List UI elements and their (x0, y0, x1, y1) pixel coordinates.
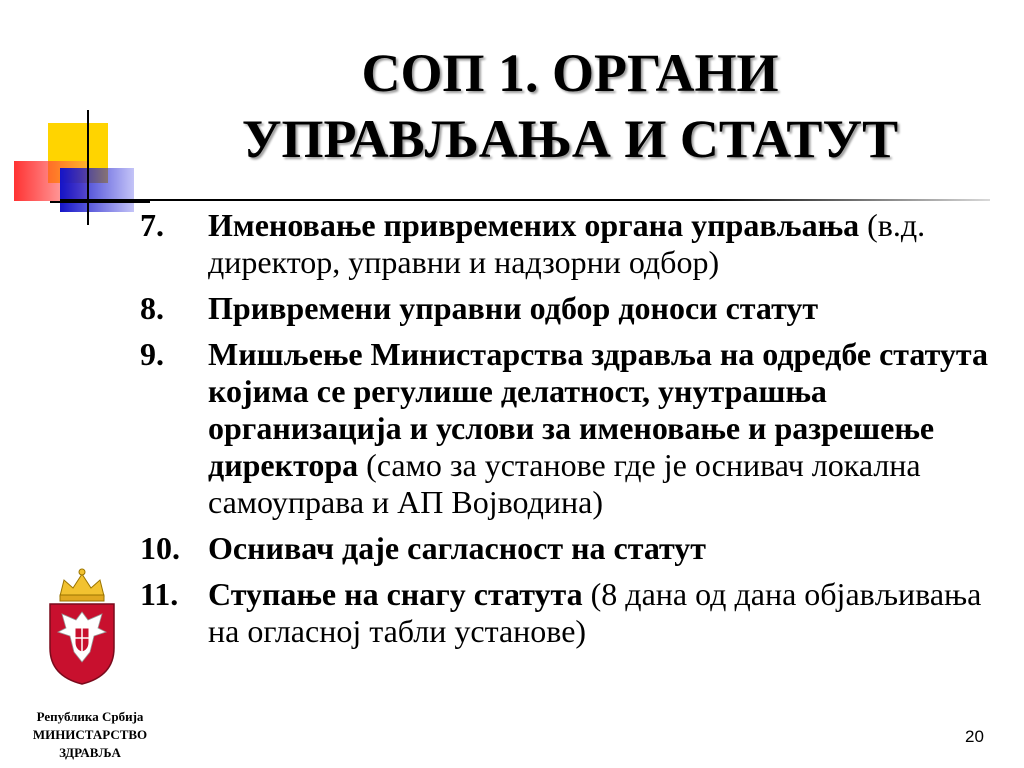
item-number: 11. (140, 576, 179, 612)
item-number: 10. (140, 530, 180, 566)
item-bold-text: Мишљење Министарства здравља на одредбе статута којима се регулише делатност, унутрашња организација и услови за именовање и разрешење директора (208, 336, 988, 483)
list-item (140, 336, 990, 521)
list-item (140, 576, 990, 650)
title-line-1: СОП 1. ОРГАНИ (361, 43, 779, 103)
item-bold-text: Ступање на снагу статута (208, 576, 583, 612)
page-number: 20 (965, 727, 984, 746)
step-list (140, 207, 990, 659)
item-note: (8 дана од дана објављивања на огласној табли установе) (208, 576, 982, 649)
ministry-line-3: ЗДРАВЉА (59, 745, 121, 760)
decorative-squares (0, 110, 160, 230)
list-item (140, 530, 990, 567)
slide-title (150, 40, 990, 172)
item-note: (в.д. директор, управни и надзорни одбор) (208, 207, 926, 280)
horizontal-line (50, 201, 150, 203)
vertical-line (87, 110, 89, 225)
list-item (140, 290, 990, 327)
list-item (140, 207, 990, 281)
item-number: 9. (140, 336, 164, 372)
title-line-2: УПРАВЉАЊА И СТАТУТ (241, 109, 899, 169)
title-divider (60, 199, 990, 201)
blue-square (60, 168, 134, 212)
ministry-line-1: Република Србија (36, 709, 144, 724)
item-number: 7. (140, 207, 164, 243)
serbia-coat-of-arms-icon (42, 566, 122, 686)
ministry-label (0, 708, 180, 762)
item-note: (само за установе где је оснивач локална самоуправа и АП Војводина) (208, 447, 921, 520)
ministry-line-2: МИНИСТАРСТВО (32, 727, 148, 742)
item-number: 8. (140, 290, 164, 326)
item-bold-text: Привремени управни одбор доноси статут (208, 290, 819, 326)
item-bold-text: Оснивач даје сагласност на статут (208, 530, 707, 566)
item-bold-text: Именовање привремених органа управљања (208, 207, 860, 243)
